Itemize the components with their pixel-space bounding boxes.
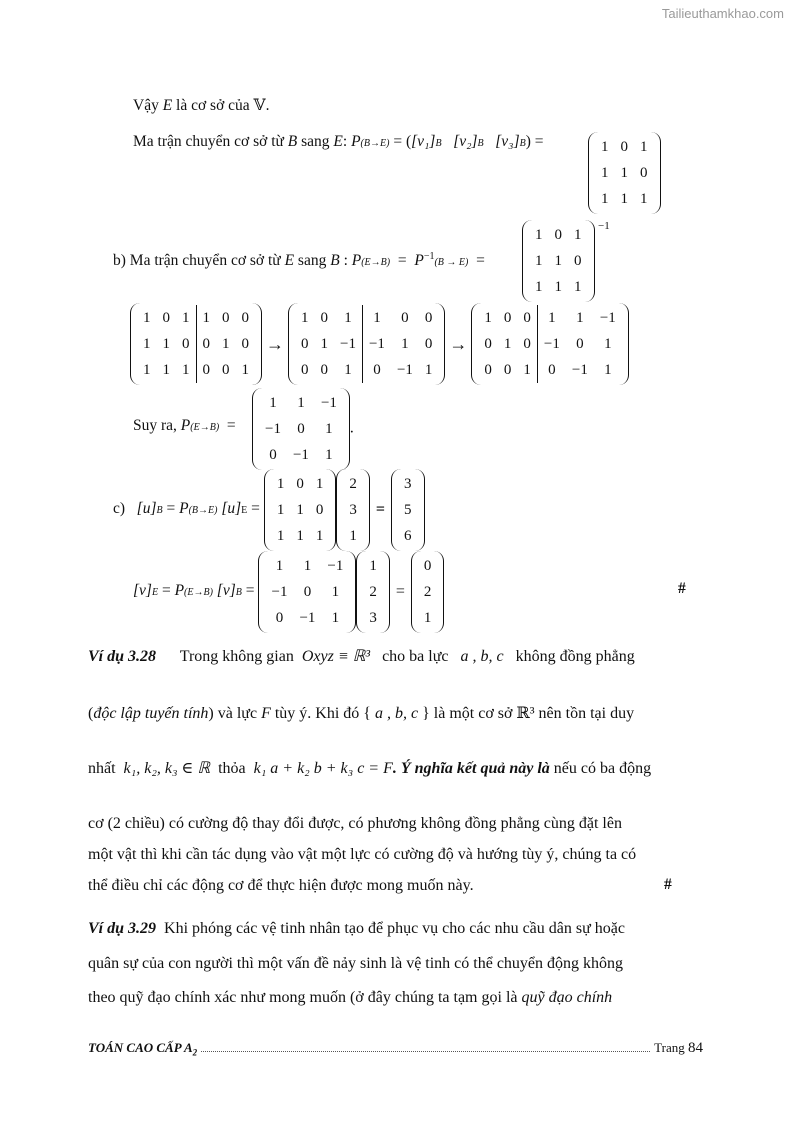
vectors: a , b, c (374, 705, 419, 722)
matrix-be-inv: 1 0 1 1 1 0 1 1 1 (522, 220, 595, 302)
p-symbol: P (174, 582, 185, 599)
equals: = (226, 417, 236, 434)
subscript: (E→B) (361, 257, 391, 269)
suy-ra (133, 416, 236, 438)
aug-matrix-2: 1 0 1 1 0 0 0 1 −1 −1 1 0 0 0 1 0 −1 1 (288, 303, 445, 385)
subscript: B (477, 138, 484, 149)
equals: = (395, 583, 405, 600)
subscript: B (235, 587, 242, 598)
vector-u: 2 3 1 (336, 469, 370, 551)
footer-dots (201, 1051, 650, 1052)
footer-title: TOÁN CAO CẤP $A_2$ (88, 1040, 198, 1058)
text: Ma trận chuyển cơ sở từ (133, 133, 284, 150)
gauss-jordan-row (130, 303, 629, 385)
text: sang (301, 133, 330, 150)
subscript: (B→E) (188, 505, 218, 516)
equals: = (375, 501, 386, 518)
equals: = (534, 133, 544, 150)
italic-text: độc lập tuyến tính (93, 705, 209, 722)
colon: : (342, 133, 348, 150)
u-coord: [u] (136, 500, 157, 517)
equals: = (393, 133, 403, 150)
p-symbol: P (179, 500, 189, 517)
matrix-be: 1 0 1 1 1 0 1 1 1 (588, 132, 661, 214)
var: B (330, 252, 340, 270)
coefficients: k₁, k₂, k₃ ∈ ℝ (123, 760, 211, 777)
subscript: (E→B) (184, 587, 213, 598)
var-e: E (162, 97, 173, 114)
subscript: (B→E) (360, 138, 390, 149)
equals: = (166, 500, 176, 517)
col: [v₂] (453, 133, 478, 150)
matrix-eb-v: 1 1 −1 −1 0 1 0 −1 1 (258, 551, 356, 633)
p-symbol: P (351, 252, 362, 270)
transition-be: Ma trận chuyển cơ sở từ B sang E: P(B→E) = ([v₁]B [v₂]B [v₃]B) = (133, 133, 544, 150)
text: Trong không gian (179, 648, 294, 665)
part-c (113, 469, 425, 551)
p-symbol: P (414, 252, 424, 270)
equation: k₁ a + k₂ b + k₃ c = F (253, 760, 393, 777)
ex328-line4: cơ (2 chiều) có cường độ thay đổi được, có phương không đồng phẳng cùng đặt lên (88, 815, 622, 832)
var: B (287, 133, 298, 150)
arrow: → (449, 333, 468, 354)
matrix-be-c: 1 0 1 1 1 0 1 1 1 (264, 469, 337, 551)
example-title: Ví dụ 3.29 (88, 920, 157, 937)
result-u: 3 5 6 (391, 469, 425, 551)
label: b) (113, 252, 126, 270)
ex328-line1 (88, 643, 703, 671)
aug-matrix-3: 1 0 0 1 1 −1 0 1 0 −1 0 1 0 0 1 0 −1 1 (471, 303, 628, 385)
footer-page-label: Trang (654, 1040, 685, 1055)
part-v (133, 551, 444, 633)
force-f: F (261, 705, 271, 722)
subscript: E (241, 505, 248, 516)
vector-v: 1 2 3 (356, 551, 390, 633)
watermark: Tailieuthamkhao.com (661, 6, 784, 21)
matrix-eb: 1 1 −1 −1 0 1 0 −1 1 . (252, 388, 354, 470)
period: . (349, 419, 354, 437)
example-title: Ví dụ 3.28 (88, 648, 157, 665)
equals: = (161, 582, 171, 599)
end-mark: # (664, 876, 672, 893)
ex329-line2: quân sự của con người thì một vấn đề nảy sinh là vệ tinh có thể chuyển động không (88, 955, 624, 972)
subscript: E (151, 587, 159, 598)
italic-text: . Ý nghĩa kết quả này là (392, 760, 550, 777)
subscript: (B → E) (434, 257, 469, 269)
p-symbol: P (180, 417, 191, 434)
equals: = (245, 582, 255, 599)
text: không đồng phẳng (515, 648, 635, 665)
vectors: a , b, c (460, 648, 504, 665)
v-coord: [v] (216, 582, 236, 599)
text: là cơ sở của 𝕍. (176, 97, 270, 114)
subscript: B (156, 505, 163, 516)
p-symbol: P (351, 133, 361, 150)
equals: = (251, 500, 260, 517)
ex329-line3: theo quỹ đạo chính xác như mong muốn (ở đây chúng ta tạm gọi là quỹ đạo chính (88, 989, 613, 1006)
italic-text: quỹ đạo chính (521, 989, 613, 1006)
aug-matrix-1: 1 0 1 1 0 0 1 1 0 0 1 0 1 1 1 0 0 1 (130, 303, 262, 385)
text: sang (297, 252, 327, 270)
arrow: → (266, 333, 284, 354)
page-number: 84 (688, 1040, 703, 1056)
var: E (284, 252, 295, 270)
text: Ma trận chuyển cơ sở từ (129, 252, 281, 270)
text: Suy ra, (133, 417, 177, 434)
subscript: (E→B) (190, 422, 220, 433)
text: Vậy (133, 97, 159, 114)
result-v: 0 2 1 (411, 551, 445, 633)
col: [v₁] (411, 133, 436, 150)
part-b: b) Ma trận chuyển cơ sở từ E sang B : $P(E\to B) = P^{-1}(B \to E)$ = (113, 251, 485, 270)
end-mark: # (678, 580, 686, 597)
var: E (333, 133, 343, 150)
ex328-line6: thể điều chỉ các động cơ để thực hiện được mong muốn này. (88, 877, 474, 894)
text: cho ba lực (382, 648, 449, 665)
col: [v₃] (495, 133, 520, 150)
subscript: B (435, 138, 442, 149)
v-coord: [v] (133, 582, 152, 599)
conclusion-line (133, 96, 269, 116)
ex328-line2: (độc lập tuyến tính) và lực F tùy ý. Khi đó { a , b, c } là một cơ sở ℝ³ nên tồn tại duy (88, 705, 635, 722)
subscript: B (519, 138, 526, 149)
label: c) (113, 500, 126, 517)
page-footer (88, 1040, 703, 1058)
ex328-line5: một vật thì khi cần tác dụng vào vật một lực có cường độ và hướng tùy ý, chúng ta có (88, 846, 637, 863)
space: Oxyz ≡ ℝ³ (301, 648, 371, 665)
ex329-line1: Ví dụ 3.29 Khi phóng các vệ tinh nhân tạo để phục vụ cho các nhu cầu dân sự hoặc (88, 920, 625, 937)
exponent: −1 (598, 220, 610, 232)
u-coord: [u] (221, 500, 242, 517)
inverse: −1 (423, 251, 435, 262)
ex328-line3: nhất k₁, k₂, k₃ ∈ ℝ thỏa k₁ a + k₂ b + k₃ c = F. Ý nghĩa kết quả này là nếu có ba động (88, 760, 652, 777)
